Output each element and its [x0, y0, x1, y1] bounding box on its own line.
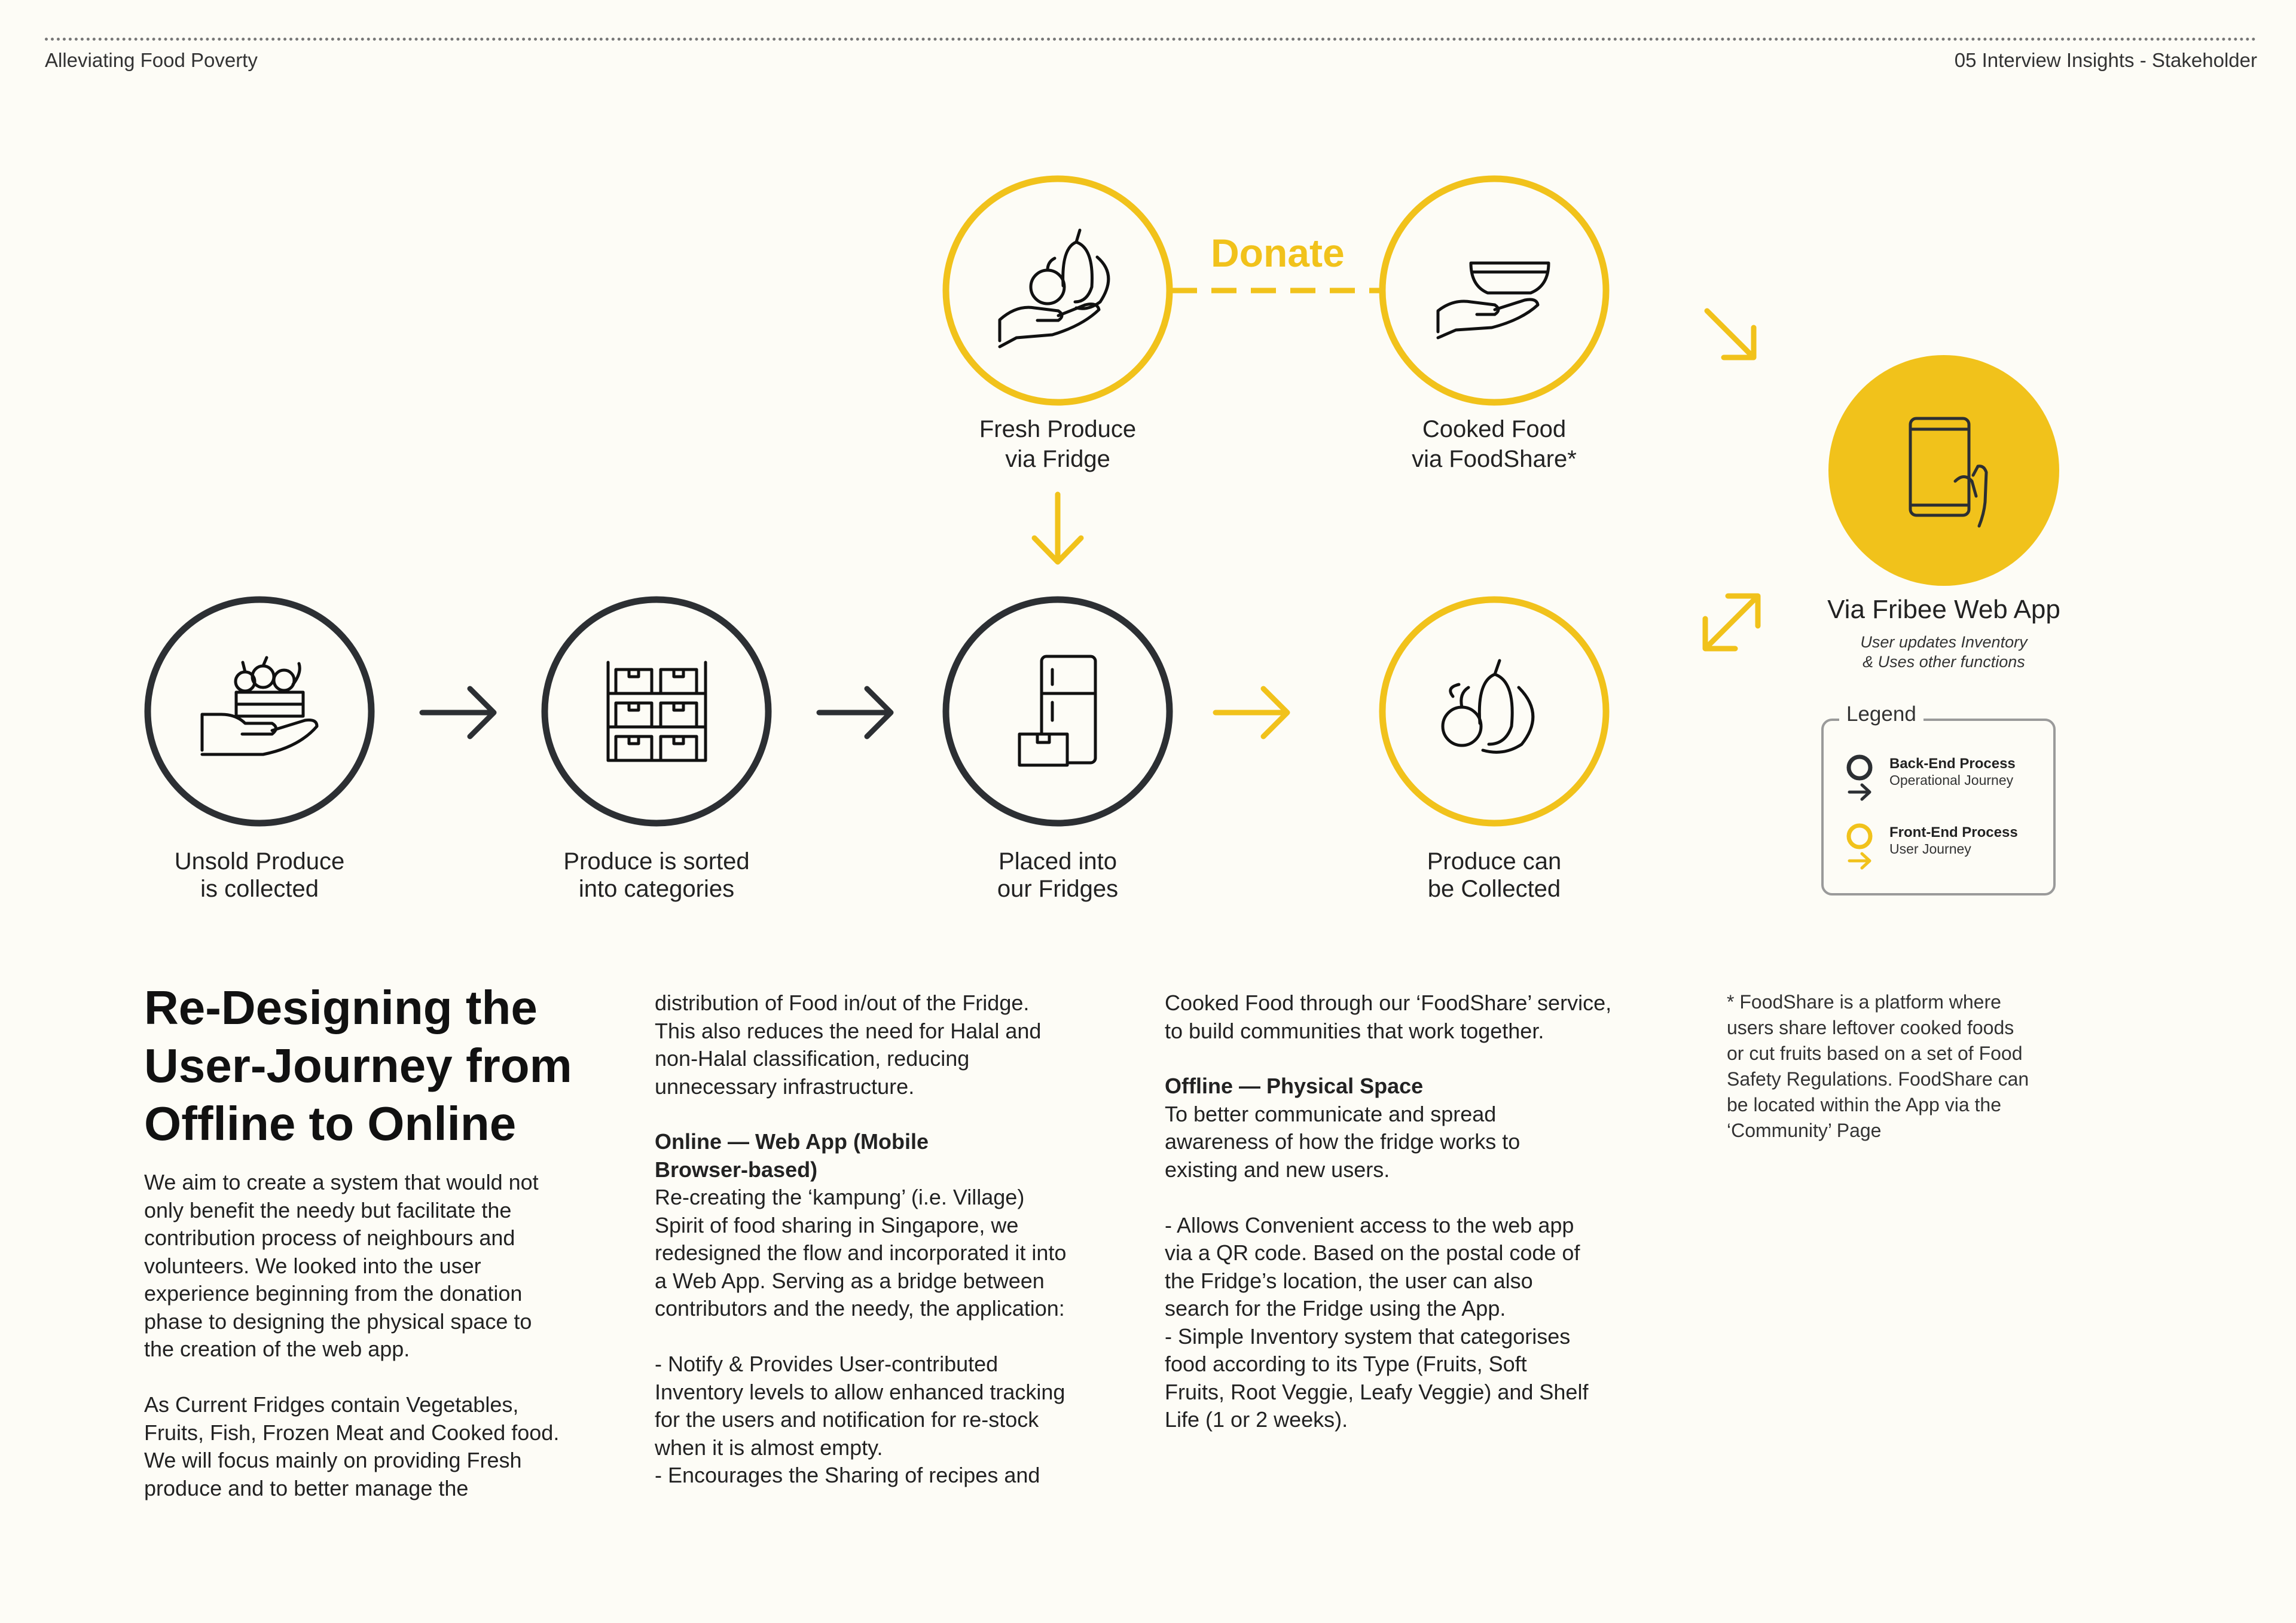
web-app-subtitle	[1794, 632, 2093, 672]
web-app-title: Via Fribee Web App	[1827, 595, 2060, 624]
node-label-line2: via Fridge	[1005, 446, 1110, 472]
fruits-icon	[1443, 661, 1533, 752]
online-body: Re-creating the ‘kampung’ (i.e. Village) Spirit of food sharing in Singapore, we redesigned the flow and incorporated it into a Web App. Serving as a bridge between contributors and the needy, the application: - Notify & Provides User-contributed Inventory levels to allow enhanced tracking for the users and notification for re-stock when it is almost empty. - Encourages the Sharing of recipes and	[655, 1185, 1067, 1487]
hand-holding-bowl-icon	[1438, 263, 1549, 338]
node-label-line2: our Fridges	[997, 876, 1119, 902]
node-label-sorted	[537, 848, 776, 903]
node-label-line2: into categories	[578, 876, 735, 902]
node-label-line2: via FoodShare*	[1412, 446, 1577, 472]
node-label-line1: Produce can	[1427, 848, 1562, 875]
article-column-2	[655, 989, 1145, 1490]
arrow-sort-to-fridge	[819, 689, 891, 736]
node-label-line1: Cooked Food	[1422, 416, 1567, 442]
column-3-intro: Cooked Food through our ‘FoodShare’ service, to build communities that work together.	[1165, 991, 1612, 1043]
online-heading: Online — Web App (Mobile Browser-based)	[655, 1129, 929, 1182]
circle-collected	[1382, 600, 1606, 823]
circle-fresh-produce	[946, 179, 1170, 402]
legend-item-sub: User Journey	[1889, 841, 1971, 857]
node-label-unsold-produce	[140, 848, 379, 903]
column-2-intro: distribution of Food in/out of the Fridge. This also reduces the need for Halal and non-Halal classification, reducing unnecessary infrastructure.	[655, 991, 1042, 1099]
article-heading: Re-Designing the User-Journey from Offline to Online	[144, 981, 572, 1150]
node-label-collected	[1375, 848, 1614, 903]
node-label-line1: Produce is sorted	[563, 848, 750, 875]
donate-label: Donate	[1211, 231, 1345, 275]
article-column-3	[1165, 989, 1667, 1434]
circle-web-app	[1828, 355, 2059, 586]
arrow-fridge-to-collect	[1216, 689, 1287, 736]
legend-title: Legend	[1839, 702, 1923, 726]
web-app-sub-line1: User updates Inventory	[1860, 633, 2028, 651]
arrow-collect-to-sort	[422, 689, 494, 736]
legend-item-title: Back-End Process	[1889, 756, 2016, 772]
arrow-cooked-to-webapp	[1707, 311, 1754, 357]
web-app-sub-line2: & Uses other functions	[1863, 653, 2025, 671]
legend-item-sub: Operational Journey	[1889, 772, 2014, 788]
article-column-1: We aim to create a system that would not only benefit the needy but facilitate the contribution process of neighbours and volunteers. We looked into the user experience beginning from the donation phase to designing the physical space to the creation of the web app. As Current Fridges contain Vegetables, Fruits, Fish, Frozen Meat and Cooked food. We will focus mainly on providing Fresh produce and to better manage the	[144, 1170, 560, 1500]
arrow-fresh-to-fridge	[1034, 494, 1081, 562]
legend-item-title: Front-End Process	[1889, 824, 2018, 840]
node-label-line1: Placed into	[999, 848, 1117, 875]
legend-box	[1821, 719, 2056, 895]
shelves-boxes-icon	[608, 662, 706, 760]
node-label-line2: is collected	[200, 876, 319, 902]
fridge-box-icon	[1019, 656, 1095, 765]
node-label-fridges	[938, 848, 1177, 903]
document-title: Alleviating Food Poverty	[45, 49, 258, 71]
node-label-line1: Unsold Produce	[174, 848, 345, 875]
circle-sorted	[545, 600, 768, 823]
node-label-cooked-food	[1375, 414, 1614, 474]
circle-cooked-food	[1382, 179, 1606, 402]
hand-holding-crate-icon	[202, 658, 317, 754]
node-label-line2: be Collected	[1427, 876, 1561, 902]
foodshare-footnote: * FoodShare is a platform where users share leftover cooked foods or cut fruits based on a set of Food Safety Regulations. FoodShare can be located within the App via the ‘Community’ Page	[1727, 991, 2029, 1141]
circle-fridges	[946, 600, 1170, 823]
node-label-fresh-produce	[938, 414, 1177, 474]
circle-unsold-produce	[148, 600, 371, 823]
offline-heading: Offline — Physical Space	[1165, 1074, 1424, 1098]
offline-body: To better communicate and spread awareness of how the fridge works to existing and new users. - Allows Convenient access to the web app via a QR code. Based on the postal code of the Fridge’s location, the user can also search for the Fridge using the App. - Simple Inventory system that categorises food according to its Type (Fruits, Soft Fruits, Root Veggie, Leafy Veggie) and Shelf Life (1 or 2 weeks).	[1165, 1101, 1589, 1432]
node-label-line1: Fresh Produce	[979, 416, 1137, 442]
legend-item-frontend	[1889, 824, 2018, 857]
legend-item-backend	[1889, 756, 2016, 788]
arrow-webapp-collected-bidirectional	[1705, 596, 1758, 649]
hand-holding-fruit-icon	[1000, 230, 1109, 347]
section-title: 05 Interview Insights - Stakeholder	[1954, 49, 2257, 71]
